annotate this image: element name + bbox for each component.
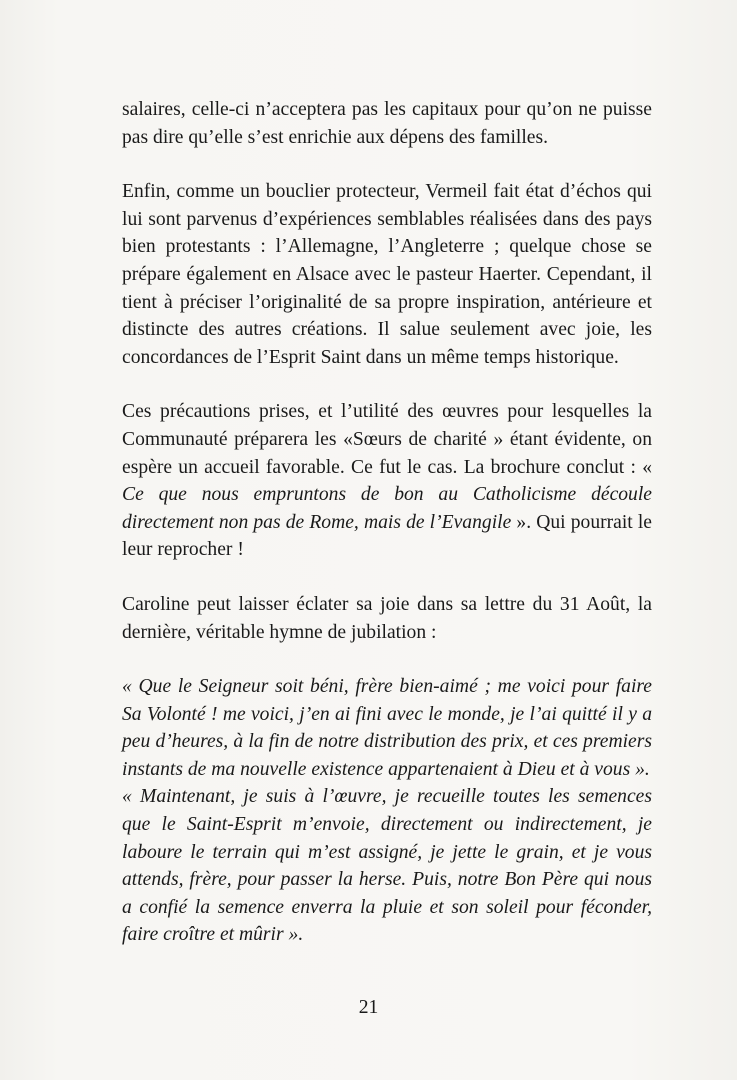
paragraph-3-text-end: ». Qui pourrait le leur reprocher ! xyxy=(122,511,652,561)
quote-paragraph-1: « Que le Seigneur soit béni, frère bien-aimé ; me voici pour faire Sa Volonté ! me voici, j’en ai fini avec le monde, je l’ai quitté il y a peu d’heures, à la fin de notre distribution des prix, et ces premiers instants de ma nouvelle existence appartenaient à Dieu et à vous ». xyxy=(122,676,652,780)
quote-paragraph-2: « Maintenant, je suis à l’œuvre, je recueille toutes les semences que le Saint-Esprit m’envoie, directement ou indirectement, je laboure le terrain qui m’est assigné, je jette le grain, et je vous attends, frère, pour passer la herse. Puis, notre Bon Père qui nous a confié la semence enverra la pluie et son soleil pour féconder, faire croître et mûrir ». xyxy=(122,786,652,946)
page-number: 21 xyxy=(358,997,379,1018)
paragraph-3-text-start: Ces précautions prises, et l’utilité des œuvres pour lesquelles la Communauté préparera les «Sœurs de charité » étant évidente, on espère un accueil favorable. Ce fut le cas. La brochure conclut : « xyxy=(122,401,652,478)
paragraph-3 xyxy=(122,398,652,564)
paragraph-4: Caroline peut laisser éclater sa joie dans sa lettre du 31 Août, la dernière, véritable hymne de jubilation : xyxy=(122,593,652,643)
body-text xyxy=(122,96,652,949)
paragraph-2: Enfin, comme un bouclier protecteur, Vermeil fait état d’échos qui lui sont parvenus d’expériences semblables réalisées dans des pays bien protestants : l’Allemagne, l’Angleterre ; quelque chose se prépare également en Alsace avec le pasteur Haerter. Cependant, il tient à préciser l’originalité de sa propre inspiration, antérieure et distincte des autres créations. Il salue seulement avec joie, les concordances de l’Esprit Saint dans un même temps historique. xyxy=(122,181,652,368)
paragraph-1: salaires, celle-ci n’acceptera pas les capitaux pour qu’on ne puisse pas dire qu’elle s’est enrichie aux dépens des familles. xyxy=(122,99,652,148)
paragraph-3-quote: Ce que nous empruntons de bon au Catholicisme découle directement non pas de Rome, mais de l’Evangile xyxy=(122,484,652,533)
